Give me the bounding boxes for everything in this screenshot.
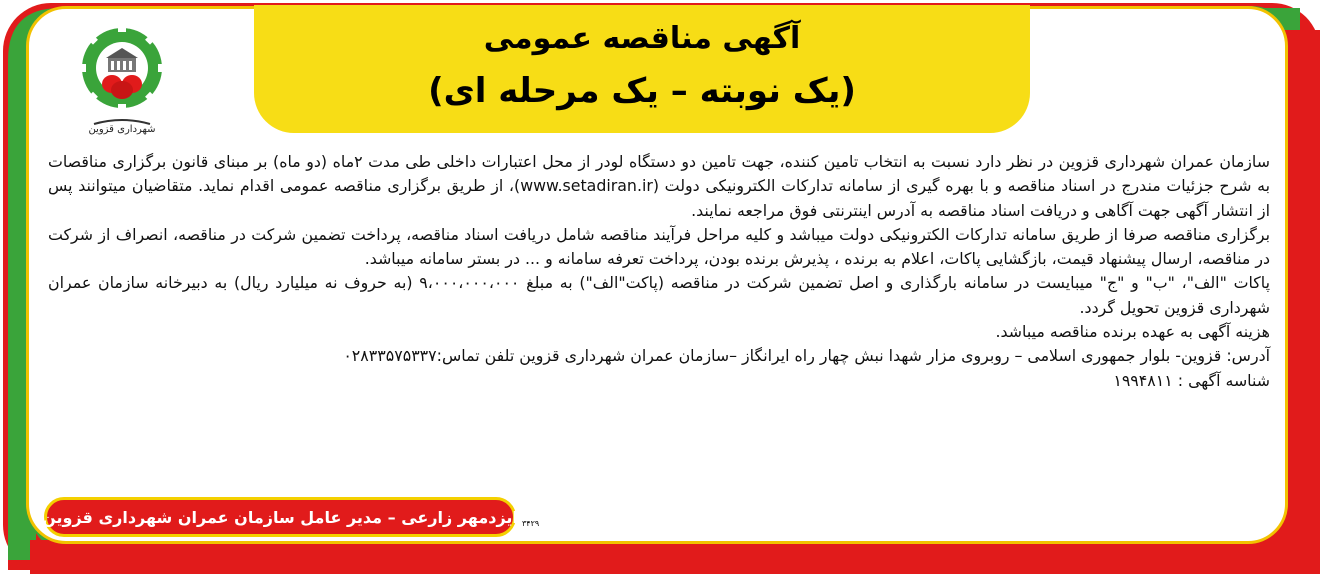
paragraph-guarantee: پاکات "الف"، "ب" و "ج" میبایست در سامانه بارگذاری و اصل تضمین شرکت در مناقصه (پاکت"الف") به مبلغ ۹،۰۰۰،۰۰۰،۰۰۰ (به حروف نه میلیارد ریال) به دبیرخانه سازمان عمران شهرداری قزوین تحویل گردد. [48,273,1270,317]
signature-text: ایزدمهر زارعی – مدیر عامل سازمان عمران شهرداری قزوین [42,507,518,527]
paragraph-procedure: برگزاری مناقصه صرفا از طریق سامانه تدارکات الکترونیکی دولت میباشد و کلیه مراحل فرآیند مناقصه شامل دریافت اسناد مناقصه، پرداخت تضمین شرکت در مناقصه، انصراف از شرکت در مناقصه، ارسال پیشنهاد قیمت، بازگشایی پاکات، اعلام به برنده ، پذیرش برنده بودن، پرداخت تعرفه سامانه و ... در بستر سامانه میباشد. [48,224,1270,269]
notice-body [48,150,1270,393]
paragraph-cost: هزینه آگهی به عهده برنده مناقصه میباشد. [995,322,1270,342]
signature-badge [44,497,516,537]
paragraph-address: آدرس: قزوین- بلوار جمهوری اسلامی – روبروی مزار شهدا نبش چهار راه ایرانگاز –سازمان عمران شهرداری قزوین تلفن تماس:۰۲۸۳۳۵۷۵۳۳۷ [343,346,1270,366]
paragraph-notice-id: شناسه آگهی : ۱۹۹۴۸۱۱ [1113,370,1270,390]
notice-title: آگهی مناقصه عمومی [483,21,801,56]
notice-subtitle: (یک نوبته – یک مرحله ای) [428,71,856,111]
print-code: ۳۴۲۹ [522,519,540,528]
title-banner [254,5,1030,133]
logo-caption: شهرداری قزوین [88,124,156,135]
paragraph-intro: سازمان عمران شهرداری قزوین در نظر دارد نسبت به انتخاب تامین کننده، جهت تامین دو دستگاه لودر از محل اعتبارات داخلی طی مدت ۲ماه (دو ماه) بر مبنای قانون برگزاری مناقصات به شرح جزئیات مندرج در اسناد مناقصه و با بهره گیری از سامانه تدارکات الکترونیکی دولت (www.setadiran.ir)، از طریق برگزاری مناقصه عمومی اقدام نماید. متقاضیان میتوانند پس از انتشار آگهی جهت آگاهی و دریافت اسناد مناقصه به آدرس اینترنتی فوق مراجعه نمایند. [48,152,1270,220]
